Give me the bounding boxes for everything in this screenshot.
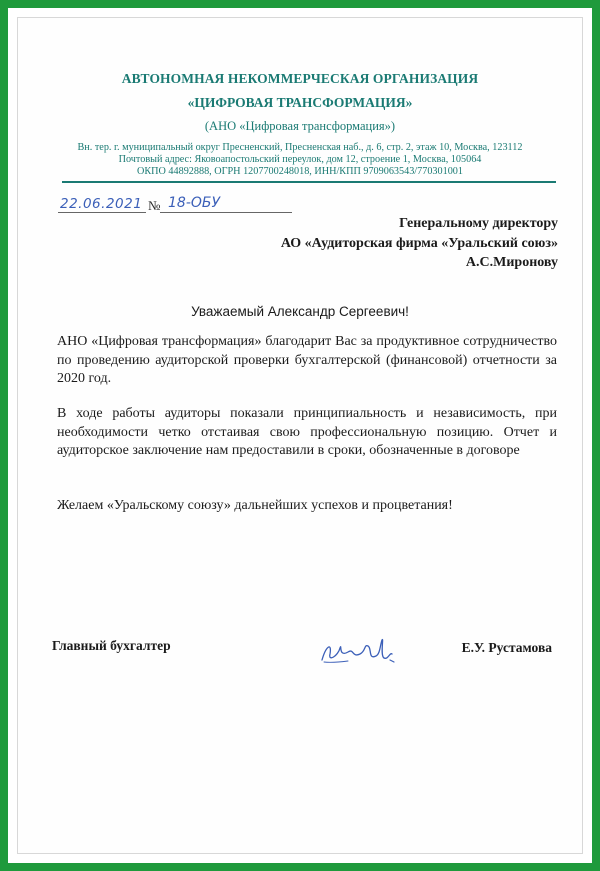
postal-address: Почтовый адрес: Яковоапостольский переулок, дом 12, строение 1, Москва, 105064 bbox=[118, 154, 482, 165]
org-short-name: (АНО «Цифровая трансформация») bbox=[204, 119, 396, 133]
number-sign: № bbox=[148, 198, 161, 213]
org-requisites: ОКПО 44892888, ОГРН 1207700248018, ИНН/КПП 9709063543/770301001 bbox=[137, 166, 463, 177]
letter-date: 22.06.2021 bbox=[60, 196, 143, 212]
addressee-block bbox=[281, 214, 558, 273]
addressee-company: АО «Аудиторская фирма «Уральский союз» bbox=[280, 235, 558, 251]
header-divider bbox=[62, 181, 556, 183]
org-type-heading: АВТОНОМНАЯ НЕКОММЕРЧЕСКАЯ ОРГАНИЗАЦИЯ bbox=[121, 71, 479, 86]
closing-wish: Желаем «Уральскому союзу» дальнейших успехов и процветания! bbox=[57, 498, 453, 513]
org-name-heading: «ЦИФРОВАЯ ТРАНСФОРМАЦИЯ» bbox=[187, 95, 413, 110]
signer-name: Е.У. Рустамова bbox=[461, 640, 552, 655]
signer-role: Главный бухгалтер bbox=[52, 638, 171, 653]
body-paragraph: АНО «Цифровая трансформация» благодарит Вас за продуктивное сотрудничество по проведению аудиторской проверки бухгалтерской (финансовой) отчетности за 2020 год. bbox=[57, 334, 557, 386]
registration-number: 18-ОБУ bbox=[168, 195, 221, 211]
legal-address: Вн. тер. г. муниципальный округ Пресненский, Пресненская наб., д. 6, стр. 2, этаж 10, Москва, 123112 bbox=[77, 142, 523, 153]
greeting: Уважаемый Александр Сергеевич! bbox=[191, 304, 409, 319]
body-paragraph: В ходе работы аудиторы показали принципиальность и независимость, при необходимости четко отстаивая свою профессиональную позицию. Отчет и аудиторское заключение нам предоставили в сроки, обозначенные в договоре bbox=[57, 406, 557, 458]
addressee-name: А.С.Миронову bbox=[465, 255, 558, 270]
handwritten-signature bbox=[318, 632, 402, 672]
addressee-position: Генеральному директору bbox=[399, 216, 558, 231]
date-underline bbox=[58, 212, 146, 213]
number-underline bbox=[160, 212, 292, 213]
